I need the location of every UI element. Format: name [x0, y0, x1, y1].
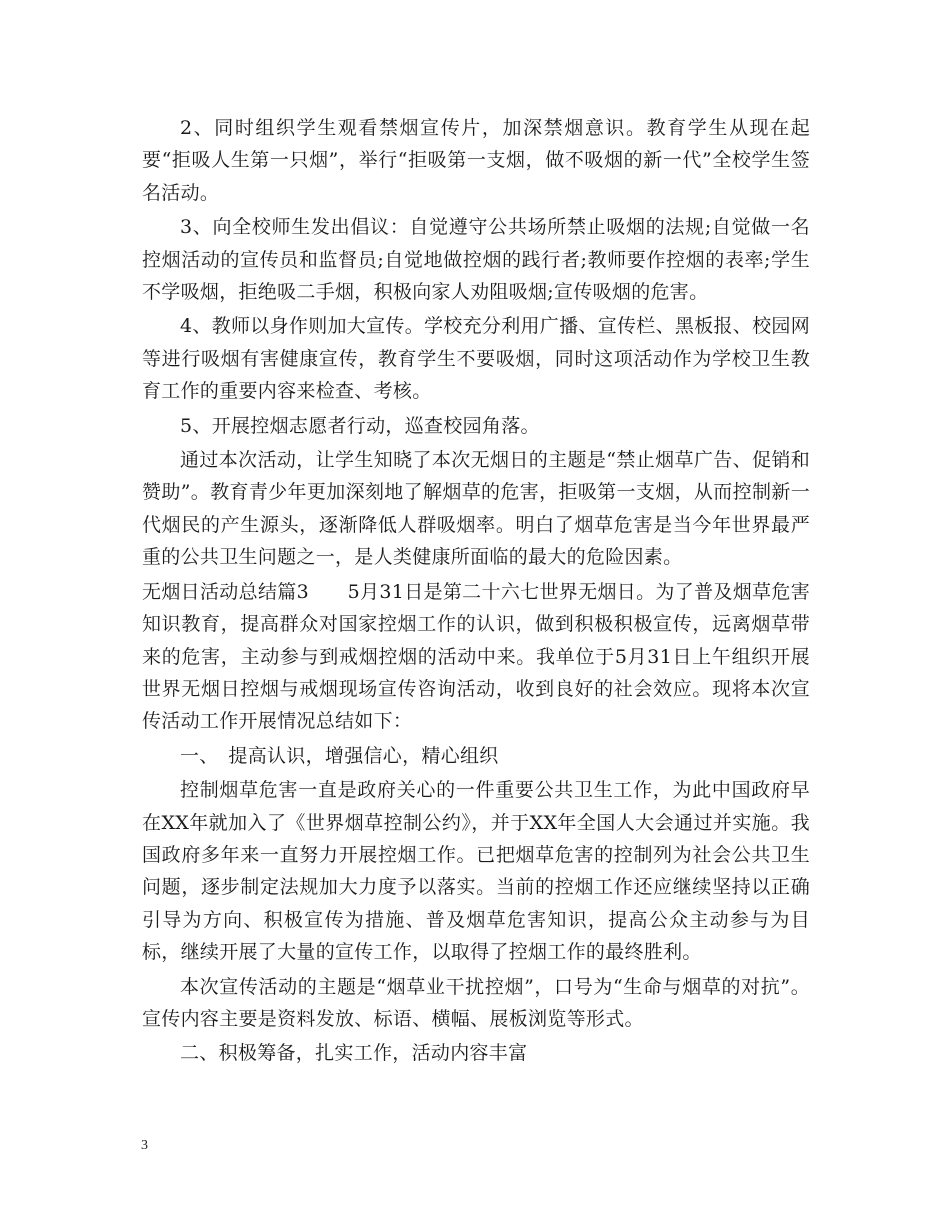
paragraph-tobacco-control: 控制烟草危害一直是政府关心的一件重要公共卫生工作，为此中国政府早在XX年就加入了《世界烟草控制公约》，并于XX年全国人大会通过并实施。我国政府多年来一直努力开展控烟工作。已把烟草危害的控制列为社会公共卫生问题，逐步制定法规加大力度予以落实。当前的控烟工作还应继续坚持以正确引导为方向、积极宣传为措施、普及烟草危害知识，提高公众主动参与为目标，继续开展了大量的宣传工作，以取得了控烟工作的最终胜利。 [142, 779, 810, 964]
paragraph-item-4: 4、教师以身作则加大宣传。学校充分利用广播、宣传栏、黑板报、校园网等进行吸烟有害健康宣传，教育学生不要吸烟，同时这项活动作为学校卫生教育工作的重要内容来检查、考核。 [142, 315, 810, 403]
page-number: 3 [141, 1138, 148, 1153]
document-body [142, 112, 810, 1072]
paragraph-item-3: 3、向全校师生发出倡议：自觉遵守公共场所禁止吸烟的法规;自觉做一名控烟活动的宣传员和监督员;自觉地做控烟的践行者;教师要作控烟的表率;学生不学吸烟，拒绝吸二手烟，积极向家人劝阻吸烟;宣传吸烟的危害。 [142, 216, 810, 304]
paragraph-campaign-theme: 本次宣传活动的主题是“烟草业干扰控烟”，口号为“生命与烟草的对抗”。宣传内容主要是资料发放、标语、横幅、展板浏览等形式。 [142, 975, 810, 1030]
paragraph-item-5: 5、开展控烟志愿者行动，巡查校园角落。 [180, 414, 540, 437]
paragraph-summary: 通过本次活动，让学生知晓了本次无烟日的主题是“禁止烟草广告、促销和赞助”。教育青少年更加深刻地了解烟草的危害，拒吸第一支烟，从而控制新一代烟民的产生源头，逐渐降低人群吸烟率。明白了烟草危害是当今年世界最严重的公共卫生问题之一，是人类健康所面临的最大的危险因素。 [142, 449, 810, 569]
section-heading-1: 一、 提高认识，增强信心，精心组织 [180, 744, 499, 767]
paragraph-item-2: 2、同时组织学生观看禁烟宣传片，加深禁烟意识。教育学生从现在起要“拒吸人生第一只烟”，举行“拒吸第一支烟，做不吸烟的新一代”全校学生签名活动。 [142, 117, 810, 204]
paragraph-section-3-intro: 无烟日活动总结篇3 5月31日是第二十六七世界无烟日。为了普及烟草危害知识教育，提高群众对国家控烟工作的认识，做到积极积极宣传，远离烟草带来的危害，主动参与到戒烟控烟的活动中来。我单位于5月31日上午组织开展世界无烟日控烟与戒烟现场宣传咨询活动，收到良好的社会效应。现将本次宣传活动工作开展情况总结如下： [142, 580, 810, 733]
section-heading-2: 二、积极筹备，扎实工作，活动内容丰富 [180, 1042, 528, 1065]
